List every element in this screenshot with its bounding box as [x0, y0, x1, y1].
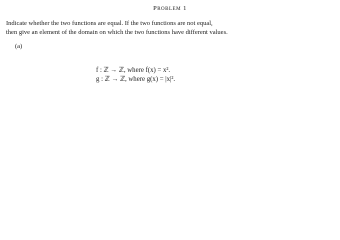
function-g-definition: g : ℤ → ℤ, where g(x) = |x|². [96, 76, 176, 83]
function-f-definition: f : ℤ → ℤ, where f(x) = x². [96, 67, 171, 74]
prompt-line-1: Indicate whether the two functions are equal. If the two functions are not equal, [6, 20, 213, 27]
problem-title: Problem 1 [153, 5, 187, 12]
problem-prompt [6, 19, 336, 37]
prompt-line-2: then give an element of the domain on which the two functions have different values. [6, 29, 228, 36]
part-a-label: (a) [15, 43, 23, 50]
problem-page [0, 0, 340, 107]
